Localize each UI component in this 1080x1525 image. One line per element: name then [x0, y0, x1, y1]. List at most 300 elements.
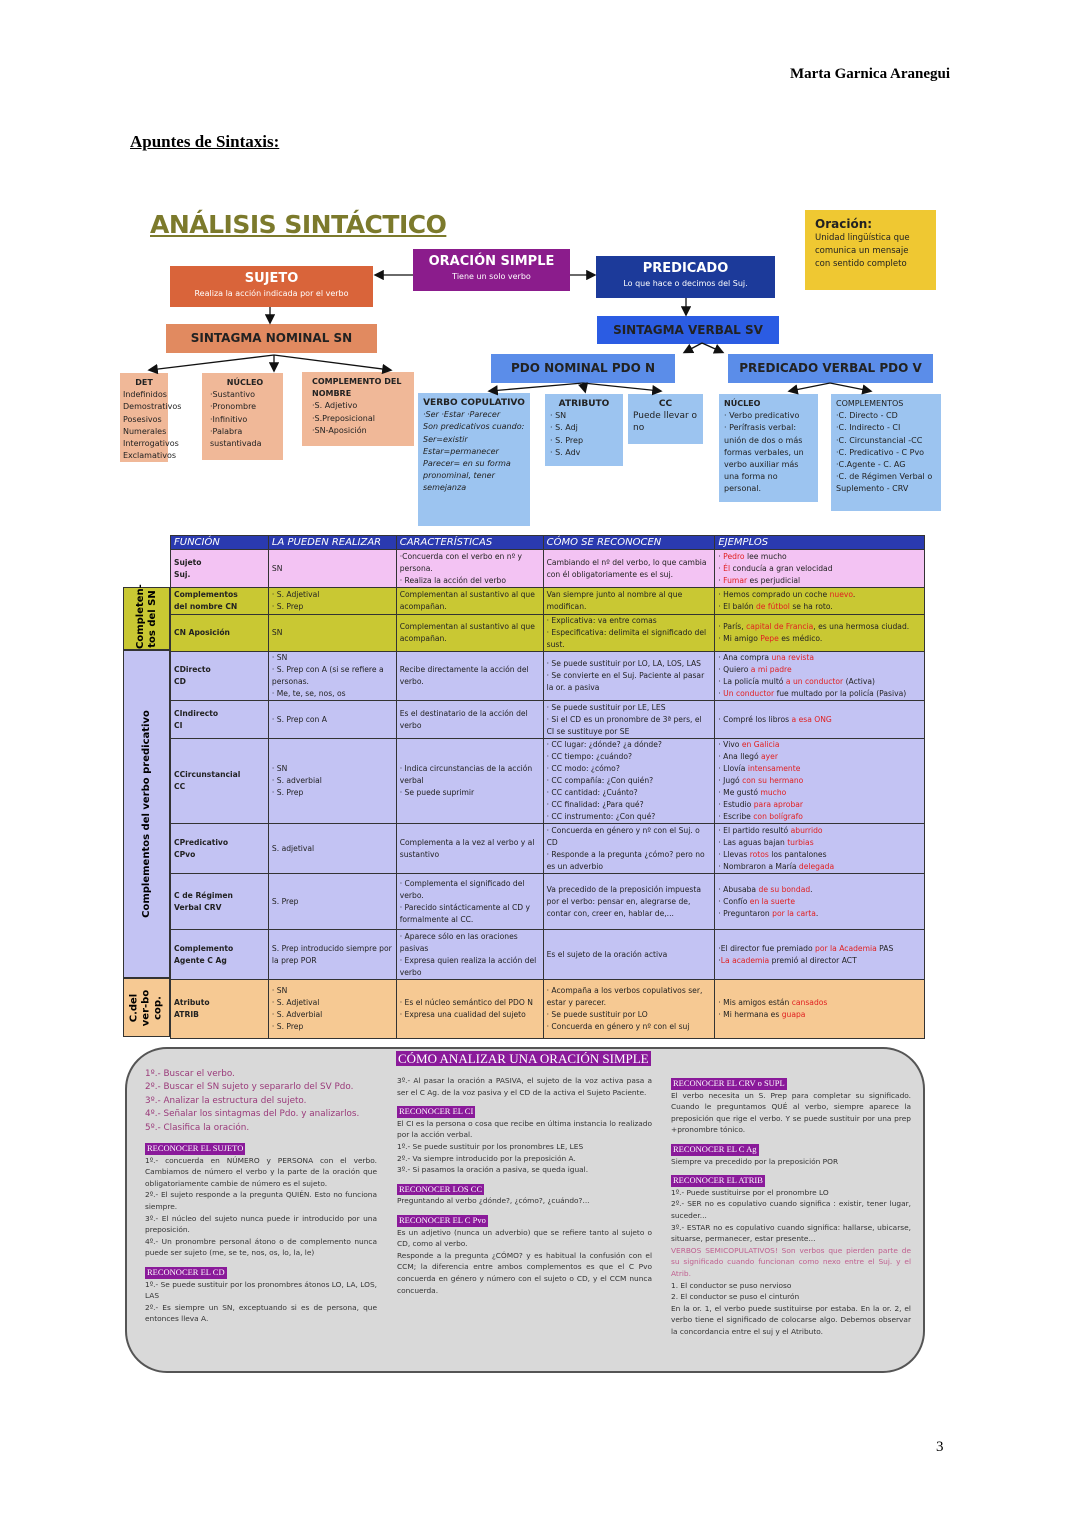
- example-highlight: delegada: [798, 861, 835, 871]
- note-heading: RECONOCER EL C Pvo: [399, 1214, 486, 1225]
- cell-line: · S. Prep: [271, 1022, 304, 1031]
- sujeto-title: SUJETO: [244, 271, 299, 286]
- cell-line: · Expresa una cualidad del sujeto: [399, 1010, 526, 1019]
- notes-column-3: [671, 1070, 911, 1337]
- cell-reconocen: [543, 824, 715, 874]
- example-highlight: de su bondad: [758, 884, 811, 894]
- example-line: [718, 676, 921, 688]
- note-text: 3º.- ESTAR no es copulativo cuando significa: hallarse, ubicarse, situarse, permanecer, estar presente...: [671, 1222, 911, 1244]
- example-highlight: por la Academia: [815, 943, 877, 953]
- cell-line: Complementan al sustantivo al que acompañan.: [399, 590, 535, 611]
- cell-line: Complementan al sustantivo al que acompañan.: [399, 622, 535, 643]
- cell-reconocen: [543, 701, 715, 739]
- example-highlight: capital de Francia: [746, 622, 814, 631]
- example-text: es médico.: [778, 634, 823, 643]
- cell-caracteristicas: [396, 739, 543, 824]
- cell-ejemplos: [715, 652, 925, 701]
- example-text: se ha roto.: [789, 602, 833, 611]
- cell-line: Suj.: [174, 569, 191, 579]
- cell-line: · S. Adverbial: [271, 1010, 323, 1019]
- group-label-verbo-copulativo: [123, 978, 170, 1037]
- list-item: ·Infinitivo: [210, 414, 248, 424]
- notes-column-1: [145, 1068, 377, 1325]
- oracion-simple-box: [413, 249, 570, 291]
- cell-line: Recibe directamente la acción del verbo.: [399, 665, 529, 686]
- pdo-verbal-box: PREDICADO VERBAL PDO V: [728, 354, 933, 383]
- cell-realizan: [268, 652, 396, 701]
- cell-ejemplos: [715, 550, 925, 588]
- example-line: [718, 884, 921, 896]
- verbo-copulativo-box: [418, 393, 530, 526]
- example-text: conducía a gran velocidad: [730, 563, 833, 573]
- example-highlight: por la carta: [772, 908, 816, 918]
- cn-items: [312, 400, 411, 437]
- analysis-step: 5º.- Clasifica la oración.: [145, 1122, 250, 1133]
- table-row: [171, 550, 925, 588]
- example-text: (Activa): [843, 677, 875, 686]
- cell-line: · Se puede suprimir: [399, 788, 475, 797]
- example-line: [718, 955, 921, 967]
- table-row: [171, 980, 925, 1039]
- example-text: · Confío: [718, 896, 750, 906]
- cell-line: C de Régimen: [174, 890, 233, 900]
- cell-line: CIndirecto: [174, 708, 219, 718]
- note-text: 2º.- El sujeto responde a la pregunta QUIÉN. Esto no funciona siempre.: [145, 1190, 377, 1211]
- example-highlight: a mi padre: [750, 665, 792, 674]
- cell-line: SN: [271, 628, 283, 637]
- note-text: El verbo necesita un S. Prep para completar su significado. Cuando le preguntamos QUÉ al verbo, siempre aparece la preposición que rige el verbo. Y se puede sustituir por una prep +pronombre tónico.: [671, 1090, 911, 1135]
- pdo-nominal-box: PDO NOMINAL PDO N: [491, 354, 675, 383]
- list-item: ·C. Directo - CD: [836, 411, 898, 421]
- col-header: CARACTERÍSTICAS: [396, 536, 543, 550]
- example-highlight: ayer: [761, 752, 778, 761]
- list-item: Son predicativos cuando:: [423, 422, 525, 432]
- copulativo-title: VERBO COPULATIVO: [423, 398, 525, 408]
- example-line: [718, 896, 921, 908]
- example-text: · Jugó: [718, 776, 743, 785]
- cell-line: · Expresa quien realiza la acción del verbo: [399, 955, 537, 977]
- analysis-step: 2º.- Buscar el SN sujeto y separarlo del SV Pdo.: [145, 1082, 354, 1093]
- example-line: [718, 621, 921, 633]
- example-text: .: [852, 590, 856, 599]
- note-text: Siempre va precedido por la preposición POR: [671, 1156, 839, 1166]
- list-item: ·C. de Régimen Verbal o Suplemento - CRV: [836, 472, 933, 494]
- sujeto-sub: Realiza la acción indicada por el verbo: [194, 289, 349, 298]
- cell-line: · SN: [271, 653, 288, 662]
- cell-reconocen: [543, 652, 715, 701]
- analysis-step: 4º.- Señalar los sintagmas del Pdo. y analizarlos.: [145, 1109, 360, 1120]
- oracion-text: Unidad lingüística que comunica un mensaje con sentido completo: [815, 233, 910, 269]
- example-highlight: con bolígrafo: [753, 812, 803, 821]
- note-text: 2º.- Es siempre un SN, exceptuando si es de persona, que entonces lleva A.: [145, 1302, 377, 1324]
- cell-line: · Es el núcleo semántico del PDO N: [399, 998, 533, 1007]
- cell-line: CD: [174, 677, 186, 686]
- cell-line: Complementa a la vez al verbo y al sustantivo: [399, 837, 535, 859]
- cell-line: · Indica circunstancias de la acción verbal: [399, 764, 533, 785]
- list-item: · S. Prep: [550, 435, 584, 445]
- example-line: [718, 837, 921, 849]
- cell-line: · Responde a la pregunta ¿cómo? pero no es un adverbio: [546, 849, 705, 871]
- example-line: [718, 633, 921, 645]
- list-item: Ser=existir: [423, 434, 468, 444]
- cell-line: Complemento: [174, 943, 234, 953]
- cell-line: · CC cantidad: ¿Cuánto?: [546, 788, 638, 797]
- cell-funcion: [171, 588, 269, 615]
- oracion-simple-sub: Tiene un solo verbo: [452, 272, 531, 281]
- det-box: [120, 373, 182, 462]
- cell-funcion: [171, 550, 269, 588]
- example-line: [718, 739, 921, 751]
- cell-line: ATRIB: [174, 1010, 199, 1019]
- example-line: [718, 652, 921, 664]
- example-highlight: cansados: [791, 998, 828, 1007]
- cell-line: CPvo: [174, 849, 196, 859]
- cell-caracteristicas: [396, 550, 543, 588]
- cell-line: CI: [174, 720, 183, 730]
- cell-caracteristicas: [396, 874, 543, 930]
- cell-line: · Se puede sustituir por LO, LA, LOS, LAS: [546, 659, 702, 668]
- predicado-sub: Lo que hace o decimos del Suj.: [623, 279, 748, 288]
- cell-reconocen: [543, 615, 715, 652]
- predicado-box: [596, 256, 775, 298]
- note-text: 2º.- Va siempre introducido por la preposición A.: [397, 1153, 576, 1163]
- example-text: · Me gustó: [718, 788, 761, 797]
- example-line: [718, 787, 921, 799]
- page-title: Apuntes de Sintaxis:: [130, 132, 280, 151]
- example-text: premió al director ACT: [769, 955, 857, 965]
- cell-line: Van siempre junto al nombre al que modifican.: [546, 590, 683, 611]
- example-highlight: Fumar: [723, 575, 748, 585]
- cell-funcion: [171, 980, 269, 1039]
- list-item: ·S.Preposicional: [312, 413, 375, 423]
- cell-reconocen: [543, 930, 715, 980]
- example-text: · Mis amigos están: [718, 998, 792, 1007]
- cell-line: · Aparece sólo en las oraciones pasivas: [399, 931, 518, 953]
- note-heading: RECONOCER EL CRV o SUPL: [673, 1078, 785, 1088]
- table-row: [171, 588, 925, 615]
- cell-line: CPredicativo: [174, 837, 229, 847]
- cell-caracteristicas: [396, 930, 543, 980]
- cell-ejemplos: [715, 588, 925, 615]
- example-line: [718, 861, 921, 873]
- note-text: Es un adjetivo (nunca un adverbio) que se refiere tanto al sujeto o CD, como al verbo.: [397, 1227, 652, 1249]
- example-line: [718, 811, 921, 823]
- col-header: EJEMPLOS: [715, 536, 925, 550]
- table-row: [171, 930, 925, 980]
- cell-line: · Me, te, se, nos, os: [271, 689, 346, 698]
- cell-line: · Realiza la acción del verbo: [399, 575, 507, 585]
- example-text: · Hemos comprado un coche: [718, 590, 830, 599]
- cell-line: · Se puede sustituir por LO: [546, 1010, 648, 1019]
- example-line: [718, 563, 921, 575]
- example-line: [718, 997, 921, 1009]
- list-item: Interrogativos: [123, 439, 179, 449]
- note-text: Preguntando al verbo ¿dónde?, ¿cómo?, ¿cuándo?...: [397, 1196, 590, 1206]
- example-text: · Mi amigo: [718, 634, 761, 643]
- col-header: CÓMO SE RECONOCEN: [543, 536, 715, 550]
- det-title: DET: [135, 378, 153, 387]
- cell-line: CC: [174, 782, 186, 791]
- example-text: · Compré los libros: [718, 714, 792, 724]
- example-text: · Mi hermana es: [718, 1010, 782, 1019]
- cell-realizan: [268, 930, 396, 980]
- cn-box: [302, 372, 414, 446]
- note-text: Responde a la pregunta ¿CÓMO? y es habitual la confusión con el CCM; la diferencia entre ambos complementos es que el C Pvo concuerda en género y número con el sujeto o CD, y el CCM nunca concuerda.: [397, 1250, 652, 1295]
- list-item: ·C. Indirecto - CI: [836, 423, 901, 433]
- cell-line: · S. Adjetival: [271, 998, 320, 1007]
- list-item: ·C.Agente - C. AG: [836, 460, 906, 470]
- example-highlight: en la suerte: [749, 896, 796, 906]
- note-text: 1º.- Se puede sustituir por los pronombres átonos LO, LA, LOS, LAS: [145, 1279, 377, 1301]
- example-text: los pantalones: [768, 849, 827, 859]
- example-line: [718, 908, 921, 920]
- cell-realizan: [268, 588, 396, 615]
- analysis-step: 1º.- Buscar el verbo.: [145, 1069, 235, 1079]
- cell-line: · CC compañía: ¿Con quién?: [546, 776, 654, 785]
- example-line: [718, 799, 921, 811]
- nucleo-pv-box: [719, 394, 818, 502]
- example-text: · Vivo: [718, 740, 742, 749]
- example-text: · El balón: [718, 602, 756, 611]
- example-line: [718, 763, 921, 775]
- cell-line: S. adjetival: [271, 843, 315, 853]
- table-row: [171, 652, 925, 701]
- cn-title: COMPLEMENTO DEL NOMBRE: [312, 377, 402, 399]
- example-text: PAS: [876, 943, 894, 953]
- cell-funcion: [171, 739, 269, 824]
- nucleo-pv-items: [724, 410, 813, 495]
- cell-line: · CC lugar: ¿dónde? ¿a dónde?: [546, 740, 662, 749]
- nucleo-pv-title: NÚCLEO: [724, 399, 761, 408]
- note-heading: RECONOCER EL SUJETO: [147, 1143, 244, 1154]
- note-text: 1º.- concuerda en NÚMERO y PERSONA con el verbo. Cambiamos de número el verbo y la parte de la oración que obligatoriamente cambie de número es el sujeto.: [145, 1155, 377, 1188]
- note-heading: RECONOCER EL CD: [147, 1266, 225, 1277]
- col-header: FUNCIÓN: [171, 536, 269, 550]
- example-text: ·: [718, 551, 724, 561]
- example-highlight: Pedro: [723, 551, 745, 561]
- cell-reconocen: [543, 739, 715, 824]
- example-highlight: rotos: [749, 849, 769, 859]
- syntax-functions-table: [170, 535, 925, 1039]
- cell-line: · Si el CD es un pronombre de 3ª pers, el CI se sustituye por SE: [546, 714, 702, 736]
- example-text: .: [810, 884, 813, 894]
- oracion-simple-title: ORACIÓN SIMPLE: [428, 254, 555, 269]
- det-items: [123, 389, 182, 462]
- example-line: [718, 664, 921, 676]
- table-row: [171, 701, 925, 739]
- example-line: [718, 1009, 921, 1021]
- example-text: ·: [718, 955, 721, 965]
- cell-realizan: [268, 824, 396, 874]
- sn-box: SINTAGMA NOMINAL SN: [166, 324, 377, 353]
- example-text: fue multado por la policía (Pasiva): [774, 689, 907, 698]
- list-item: · S. Adv: [550, 447, 581, 457]
- example-line: [718, 943, 921, 955]
- example-text: · París,: [718, 622, 747, 631]
- cell-line: · SN: [271, 986, 288, 995]
- example-highlight: a esa ONG: [791, 714, 832, 724]
- example-highlight: para aprobar: [753, 800, 804, 809]
- cell-reconocen: [543, 980, 715, 1039]
- atributo-title: ATRIBUTO: [558, 399, 610, 409]
- list-item: Posesivos: [123, 414, 162, 424]
- group-label-cn: [123, 583, 170, 650]
- note-text: 2º.- SER no es copulativo cuando significa : existir, tener lugar, suceder...: [671, 1199, 911, 1220]
- note-heading: RECONOCER EL CI: [399, 1106, 474, 1117]
- example-text: · Preguntaron: [718, 908, 773, 918]
- cell-funcion: [171, 930, 269, 980]
- cell-funcion: [171, 615, 269, 652]
- note-text: 1º.- Se puede sustituir por los pronombres LE, LES: [397, 1141, 584, 1151]
- example-text: lee mucho: [744, 551, 787, 561]
- cell-line: · S. Prep con A: [271, 714, 327, 724]
- example-text: · Escribe: [718, 812, 754, 821]
- cell-caracteristicas: [396, 652, 543, 701]
- example-line: [718, 688, 921, 700]
- example-text: · Ana llegó: [718, 752, 762, 761]
- example-text: , es una hermosa ciudad.: [813, 622, 910, 631]
- list-item: Estar=permanecer: [423, 446, 499, 456]
- group-label-verbo-predicativo: [123, 650, 170, 978]
- list-item: · Perífrasis verbal: unión de dos o más formas verbales, un verbo auxiliar más una forma no personal.: [724, 423, 804, 494]
- list-item: ·S. Adjetivo: [312, 401, 358, 411]
- cell-realizan: [268, 874, 396, 930]
- table-row: [171, 615, 925, 652]
- example-highlight: Un conductor: [723, 689, 775, 698]
- example-line: [718, 589, 921, 601]
- example-highlight: intensamente: [747, 764, 801, 773]
- example-highlight: Él: [723, 563, 731, 573]
- complementos-title: COMPLEMENTOS: [836, 399, 904, 408]
- group-label-text: C.del ver-bo cop.: [128, 989, 164, 1026]
- example-text: · Llovía: [718, 764, 748, 773]
- example-text: ·: [718, 689, 724, 698]
- list-item: Demostrativos: [123, 402, 182, 412]
- list-item: ·C. Circunstancial -CC: [836, 435, 923, 445]
- note-text: 3º.- Al pasar la oración a PASIVA, el sujeto de la voz activa pasa a ser el C Ag. de la voz pasiva y el CD de la activa el Sujeto Paciente.: [397, 1076, 652, 1097]
- example-highlight: nuevo: [829, 590, 853, 599]
- cell-funcion: [171, 824, 269, 874]
- cell-line: · Especificativa: delimita el significado del sust.: [546, 628, 707, 649]
- cell-line: · Se convierte en el Suj. Paciente al pasar la or. a pasiva: [546, 671, 705, 692]
- example-highlight: mucho: [760, 788, 787, 797]
- cell-line: del nombre CN: [174, 602, 238, 611]
- example-line: [718, 775, 921, 787]
- cell-line: · Acompaña a los verbos copulativos ser, estar y parecer.: [546, 986, 703, 1007]
- cell-ejemplos: [715, 701, 925, 739]
- cell-funcion: [171, 701, 269, 739]
- cell-line: · Explicativa: va entre comas: [546, 616, 657, 625]
- cc-text: Puede llevar o no: [633, 411, 698, 434]
- note-text: 3º.- El núcleo del sujeto nunca puede ir introducido por una preposición.: [145, 1213, 377, 1235]
- cell-caracteristicas: [396, 615, 543, 652]
- example-highlight: La academia: [720, 955, 770, 965]
- cell-ejemplos: [715, 874, 925, 930]
- author-name: Marta Garnica Aranegui: [790, 66, 950, 82]
- cell-ejemplos: [715, 824, 925, 874]
- oracion-definition-box: [805, 210, 936, 290]
- atributo-box: [545, 394, 623, 466]
- cell-line: Complementos: [174, 590, 238, 599]
- cell-line: · CC modo: ¿cómo?: [546, 764, 620, 773]
- cell-line: · S. Prep con A (si se refiere a personas.: [271, 665, 384, 686]
- cell-ejemplos: [715, 739, 925, 824]
- cc-title: CC: [658, 399, 673, 409]
- cell-caracteristicas: [396, 588, 543, 615]
- table-row: [171, 739, 925, 824]
- list-item: · SN: [550, 411, 567, 421]
- cell-line: Cambiando el nº del verbo, lo que cambia con él obligatoriamente es el suj.: [546, 557, 707, 579]
- cell-line: S. Prep introducido siempre por la prep POR: [271, 943, 392, 965]
- group-label-text: Completen-tos del SN: [134, 583, 158, 649]
- cell-line: SN: [271, 563, 283, 573]
- nucleo-sn-items: [210, 389, 280, 450]
- sv-box: SINTAGMA VERBAL SV: [597, 316, 779, 344]
- cell-line: CCircunstancial: [174, 770, 241, 779]
- cell-line: Es el sujeto de la oración activa: [546, 949, 668, 959]
- page-number: 3: [936, 1439, 944, 1455]
- example-highlight: a un conductor: [785, 677, 844, 686]
- cell-funcion: [171, 652, 269, 701]
- cell-realizan: [268, 615, 396, 652]
- example-line: [718, 849, 921, 861]
- analysis-step: 3º.- Analizar la estructura del sujeto.: [145, 1095, 307, 1106]
- notes-column-2: [397, 1075, 652, 1296]
- cell-line: · S. Prep: [271, 788, 304, 797]
- cell-reconocen: [543, 588, 715, 615]
- example-highlight: una revista: [771, 653, 814, 662]
- example-text: · Nombraron a María: [718, 861, 799, 871]
- cell-line: · Concuerda en género y nº con el Suj. o CD: [546, 825, 700, 847]
- cell-line: CDirecto: [174, 665, 211, 674]
- cell-realizan: [268, 550, 396, 588]
- list-item: · S. Adj: [550, 423, 578, 433]
- example-line: [718, 601, 921, 613]
- cell-line: Verbal CRV: [174, 902, 222, 912]
- cell-line: · Complementa el significado del verbo.: [399, 878, 525, 900]
- example-highlight: con su hermano: [742, 776, 804, 785]
- list-item: Numerales: [123, 426, 167, 436]
- cell-caracteristicas: [396, 980, 543, 1039]
- example-text: · La policía multó: [718, 677, 786, 686]
- cell-line: · Concuerda en género y nº con el suj: [546, 1022, 690, 1031]
- example-line: [718, 825, 921, 837]
- example-highlight: guapa: [781, 1010, 806, 1019]
- note-text: 1. El conductor se puso nervioso: [671, 1280, 792, 1290]
- cell-realizan: [268, 739, 396, 824]
- cell-line: · CC instrumento: ¿Con qué?: [546, 812, 656, 821]
- complementos-box: [831, 394, 941, 511]
- cell-realizan: [268, 701, 396, 739]
- note-text: 3º.- Si pasamos la oración a pasiva, se queda igual.: [397, 1165, 589, 1175]
- example-line: [718, 714, 921, 726]
- cell-line: · CC tiempo: ¿cuándo?: [546, 752, 633, 761]
- cell-line: S. Prep: [271, 896, 299, 906]
- example-text: ·: [718, 563, 724, 573]
- example-text: · Quiero: [718, 665, 751, 674]
- example-text: .: [815, 908, 819, 918]
- cell-ejemplos: [715, 930, 925, 980]
- example-text: · Ana compra: [718, 653, 772, 662]
- list-item: ·Pronombre: [210, 402, 257, 412]
- note-text: VERBOS SEMICOPULATIVOS! Son verbos que pierden parte de su significado cuando funcionan como nexo entre el Suj. y el Atrib.: [671, 1245, 911, 1278]
- cell-line: Va precedido de la preposición impuesta por el verbo: pensar en, alegrarse de, contar con, creer en, hablar de,...: [546, 884, 702, 918]
- example-highlight: aburrido: [790, 825, 823, 835]
- table-header-row: [171, 536, 925, 550]
- atributo-items: [550, 410, 618, 459]
- note-text: 1º.- Puede sustituirse por el pronombre LO: [671, 1187, 829, 1197]
- cell-line: Atributo: [174, 998, 210, 1007]
